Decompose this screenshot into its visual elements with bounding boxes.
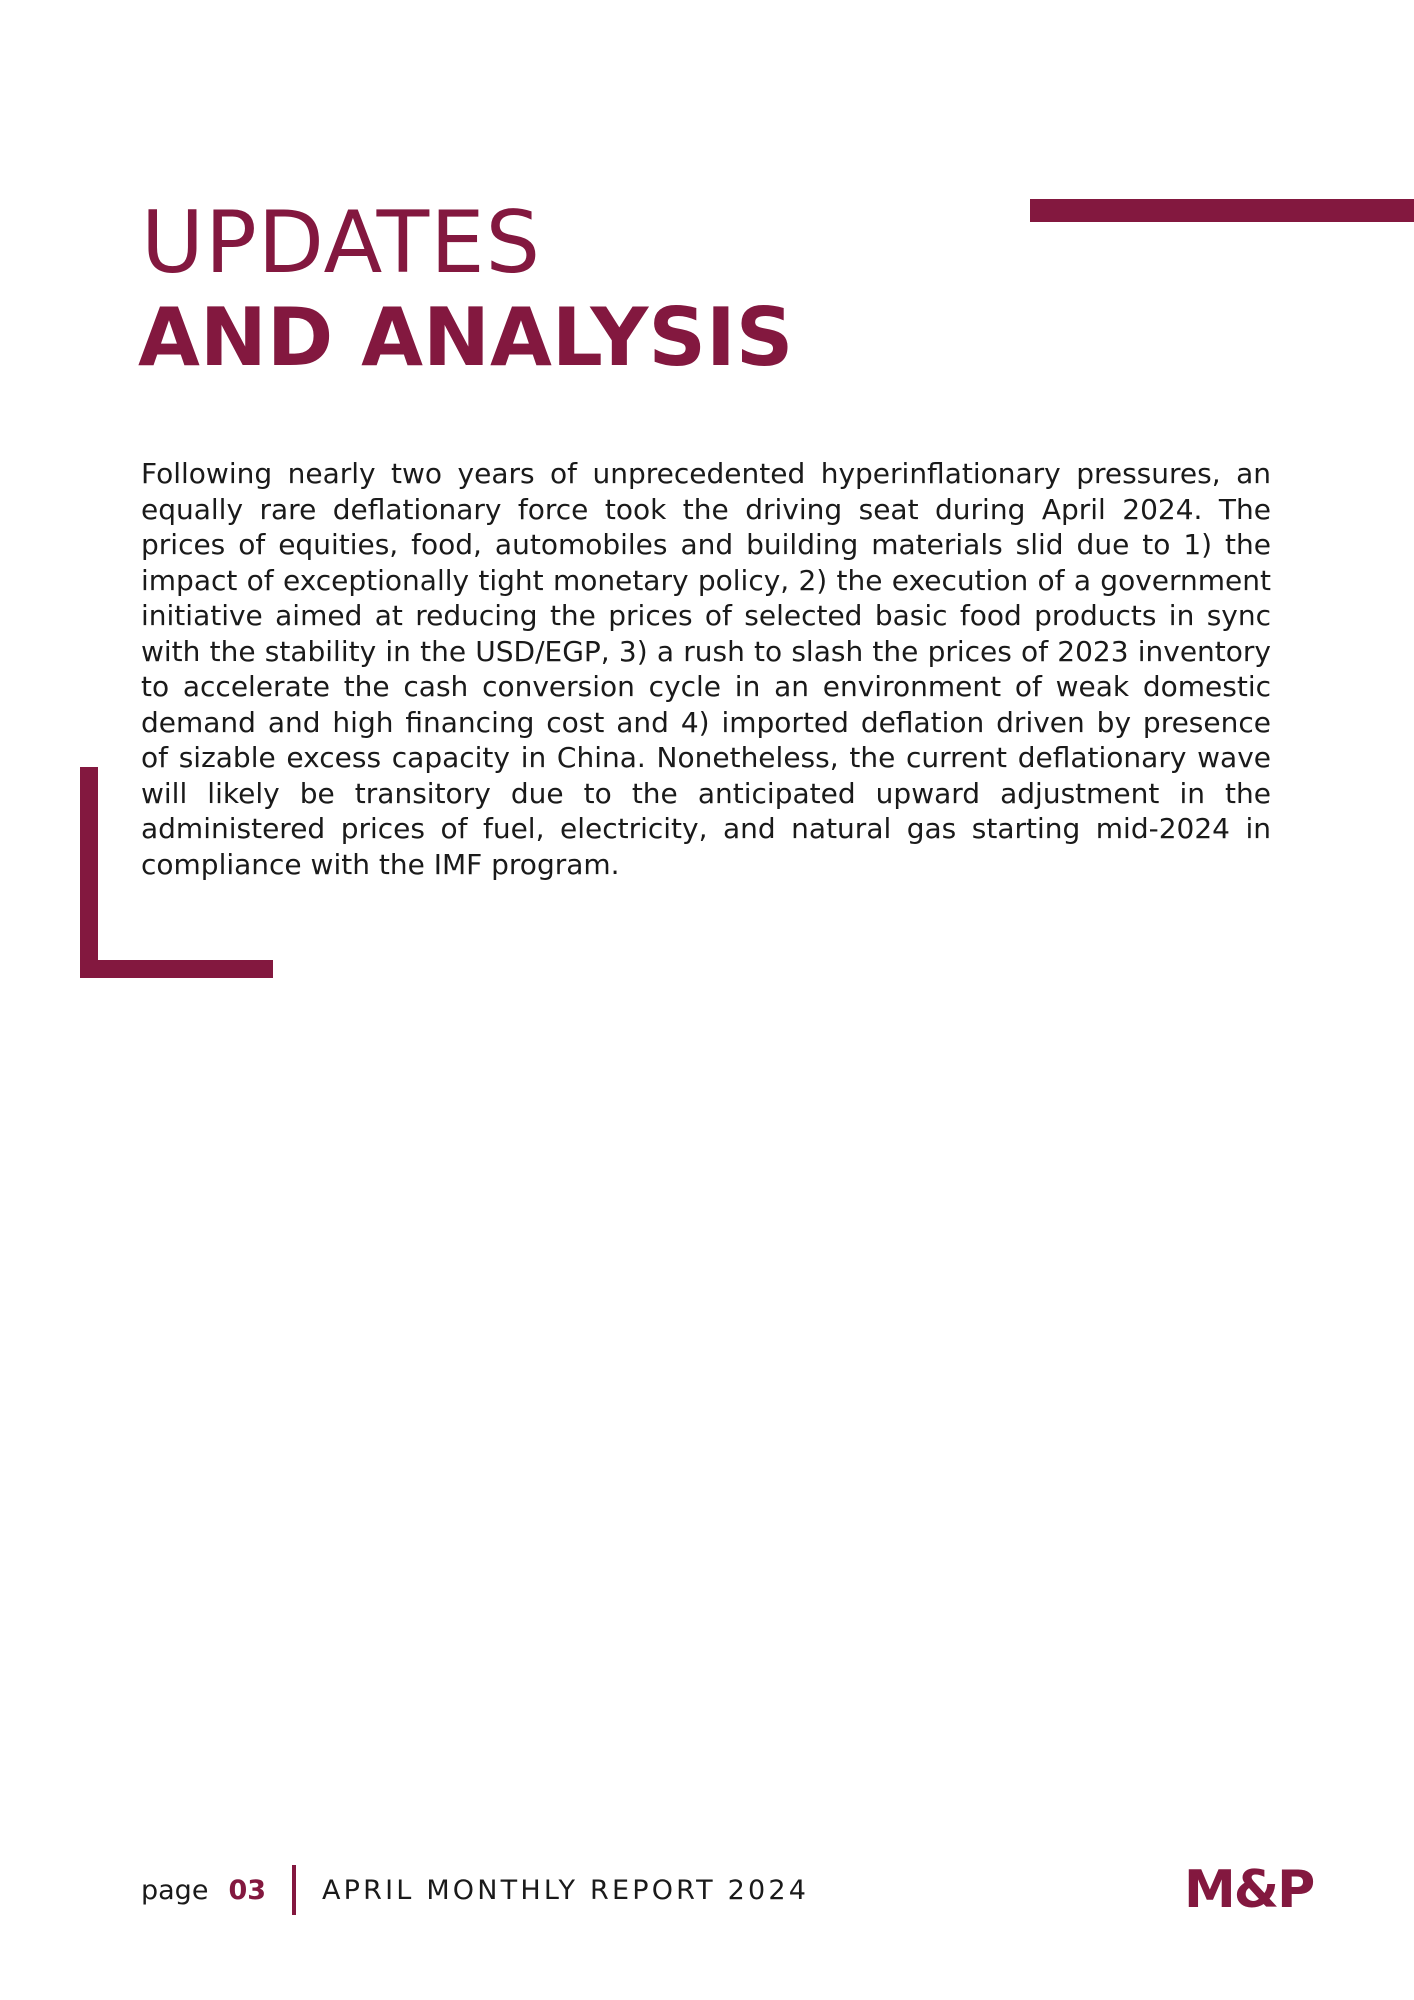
footer-report-title: APRIL MONTHLY REPORT 2024 xyxy=(322,1874,810,1906)
top-accent-bar xyxy=(1030,199,1414,222)
corner-bracket-horizontal xyxy=(80,960,273,978)
page-title-bold: AND ANALYSIS xyxy=(138,291,794,384)
page-title-light: UPDATES xyxy=(141,193,542,293)
footer-divider xyxy=(292,1865,296,1915)
footer-page-label: page xyxy=(141,1874,209,1906)
footer-page-number: 03 xyxy=(228,1874,267,1906)
page-footer xyxy=(141,1862,809,1918)
corner-bracket-vertical xyxy=(80,767,98,978)
company-logo: M&P xyxy=(1184,1860,1314,1920)
analysis-paragraph: Following nearly two years of unprecedented hyperinflationary pressures, an equally rare deflationary force took the driving seat during April 2024. The prices of equities, food, automobiles and building materials slid due to 1) the impact of exceptionally tight monetary policy, 2) the execution of a government initiative aimed at reducing the prices of selected basic food products in sync with the stability in the USD/EGP, 3) a rush to slash the prices of 2023 inventory to accelerate the cash conversion cycle in an environment of weak domestic demand and high financing cost and 4) imported deflation driven by presence of sizable excess capacity in China. Nonetheless, the current deflationary wave will likely be transitory due to the anticipated upward adjustment in the administered prices of fuel, electricity, and natural gas starting mid-2024 in compliance with the IMF program. xyxy=(141,457,1271,881)
